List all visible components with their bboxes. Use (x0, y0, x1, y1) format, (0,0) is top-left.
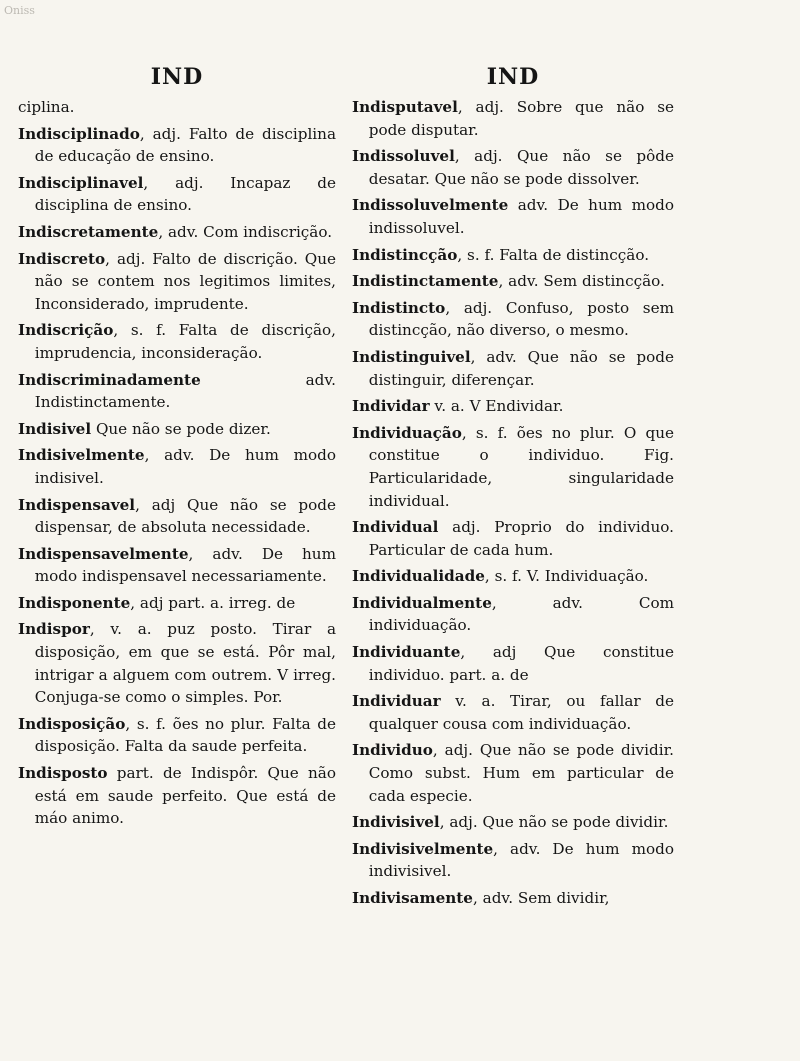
entry-definition: , adv. Sem dividir, (472, 889, 610, 907)
right-entry-list (352, 96, 674, 910)
entry-definition: Que não se pode dizer. (91, 419, 271, 438)
dictionary-entry (18, 494, 336, 539)
dictionary-entry (18, 96, 336, 119)
entry-headword: Individar (352, 397, 430, 416)
left-entry-list (18, 96, 336, 830)
entry-headword: Indistincção (352, 245, 458, 264)
entry-definition: v. a. Tirar, ou fallar de qualquer cousa com individuação. (368, 692, 674, 733)
entry-definition: adv. De hum modo indissoluvel. (368, 196, 674, 237)
dictionary-entry (18, 543, 336, 588)
entry-definition: , s. f. Falta de distincção. (457, 245, 650, 264)
entry-headword: Indisciplinavel (18, 173, 144, 192)
dictionary-entry (352, 422, 674, 512)
entry-definition: , s. f. V. Individuação. (484, 567, 649, 586)
dictionary-entry (352, 739, 674, 807)
dictionary-entry (18, 319, 336, 364)
entry-headword: Indisputavel (352, 98, 458, 116)
dictionary-entry (18, 248, 336, 316)
entry-headword: Indisposto (18, 764, 108, 783)
entry-headword: Indistinguivel (352, 347, 471, 366)
entry-definition: , s. f. ões no plur. O que constitue o individuo. Fig. Particularidade, singularidade individual. (368, 423, 674, 510)
entry-definition: part. de Indispôr. Que não está em saude perfeito. Que está de máo animo. (34, 764, 336, 828)
dictionary-entry (18, 123, 336, 168)
entry-headword: Indiscriminadamente (18, 370, 201, 389)
dictionary-entry (352, 297, 674, 342)
entry-headword: Indisciplinado (18, 124, 140, 143)
entry-headword: Indissoluvel (352, 147, 455, 166)
left-running-header: IND (150, 64, 204, 90)
dictionary-entry (18, 592, 336, 615)
entry-definition: v. a. V Endividar. (429, 397, 564, 416)
entry-headword: Indistinctamente (352, 272, 499, 291)
entry-definition: , adv. Com indiscrição. (158, 222, 333, 241)
entry-definition: , adv. De hum modo indisivel. (34, 446, 336, 487)
entry-definition: , adj. Falto de disciplina de educação de ensino. (34, 124, 336, 166)
dictionary-entry (352, 244, 674, 267)
entry-definition: adv. Indistinctamente. (34, 370, 336, 412)
dictionary-entry (18, 713, 336, 758)
entry-definition: , s. f. ões no plur. Falta de disposição. Falta da saude perfeita. (34, 714, 336, 756)
entry-headword: Indiscreto (18, 249, 106, 268)
entry-definition: adj. Proprio do individuo. Particular de cada hum. (368, 518, 674, 559)
entry-definition: , s. f. Falta de discrição, imprudencia, inconsideração. (34, 321, 336, 362)
entry-definition: , adj Que constitue individuo. part. a. de (368, 643, 674, 684)
entry-headword: Individual (352, 518, 439, 537)
dictionary-entry (18, 444, 336, 489)
dictionary-entry (352, 395, 674, 418)
dictionary-entry (352, 565, 674, 588)
entry-headword: Indivisivelmente (352, 839, 494, 858)
entry-definition: , adv. Com individuação. (368, 593, 674, 635)
dictionary-entry (352, 811, 674, 834)
entry-headword: Individuo (352, 741, 433, 760)
entry-headword: Individuação (352, 423, 462, 442)
entry-definition: , adv. De hum modo indispensavel necessariamente. (34, 544, 336, 586)
dictionary-entry (18, 762, 336, 830)
entry-headword: Indiscretamente (18, 222, 159, 241)
corner-stamp: Oniss (4, 4, 35, 17)
entry-headword: Indispor (18, 620, 90, 639)
dictionary-entry (352, 887, 674, 910)
entry-headword: Indiscrição (18, 321, 114, 340)
entry-definition: , adv. Sem distincção. (498, 272, 665, 291)
entry-headword: Indispensavel (18, 495, 136, 514)
entry-headword: Individualmente (352, 593, 492, 612)
entry-definition: , v. a. puz posto. Tirar a disposição, em que se está. Pôr mal, intrigar a alguem com outrem. V irreg. Conjuga-se como o simples. Por. (34, 620, 336, 707)
entry-headword: Individualidade (352, 567, 485, 586)
entry-definition: , adj. Sobre que não se pode disputar. (368, 98, 674, 139)
entry-headword: Indisivel (18, 419, 92, 438)
dictionary-entry (352, 690, 674, 735)
dictionary-entry (352, 346, 674, 391)
entry-headword: Individuante (352, 643, 461, 662)
entry-headword: Indisposição (18, 714, 126, 733)
entry-definition: , adj. Incapaz de disciplina de ensino. (34, 173, 336, 215)
entry-headword: Indistincto (352, 298, 446, 317)
entry-headword: Indisponente (18, 593, 131, 612)
entry-definition: ciplina. (18, 98, 75, 116)
entry-definition: , adj. Que não se pôde desatar. Que não se pode dissolver. (368, 147, 674, 188)
dictionary-entry (18, 418, 336, 441)
right-column (352, 62, 674, 914)
dictionary-entry (18, 172, 336, 217)
dictionary-entry (18, 369, 336, 414)
dictionary-entry (352, 145, 674, 190)
dictionary-entry (352, 838, 674, 883)
entry-headword: Indivisamente (352, 889, 473, 907)
entry-definition: , adv. De hum modo indivisivel. (368, 839, 674, 881)
dictionary-entry (352, 592, 674, 637)
entry-headword: Indivisivel (352, 813, 440, 832)
entry-headword: Indispensavelmente (18, 544, 189, 563)
right-running-header: IND (486, 64, 540, 90)
left-column (18, 62, 336, 834)
dictionary-entry (352, 96, 674, 141)
entry-definition: , adj Que não se pode dispensar, de absoluta necessidade. (34, 495, 336, 537)
entry-headword: Indissoluvelmente (352, 196, 509, 215)
entry-headword: Indisivelmente (18, 446, 145, 465)
entry-definition: , adv. Que não se pode distinguir, diferençar. (368, 347, 674, 389)
dictionary-entry (352, 194, 674, 239)
entry-definition: , adj. Que não se pode dividir. (439, 813, 669, 832)
dictionary-entry (352, 516, 674, 561)
entry-headword: Individuar (352, 692, 441, 711)
entry-definition: , adj. Que não se pode dividir. Como subst. Hum em particular de cada especie. (368, 741, 674, 805)
dictionary-entry (18, 618, 336, 708)
dictionary-entry (352, 270, 674, 293)
dictionary-entry (352, 641, 674, 686)
entry-definition: , adj. Falto de discrição. Que não se contem nos legitimos limites, Inconsiderado, imprudente. (34, 249, 336, 313)
entry-definition: , adj. Confuso, posto sem distincção, não diverso, o mesmo. (368, 298, 674, 340)
entry-definition: , adj part. a. irreg. de (130, 593, 296, 612)
dictionary-entry (18, 221, 336, 244)
